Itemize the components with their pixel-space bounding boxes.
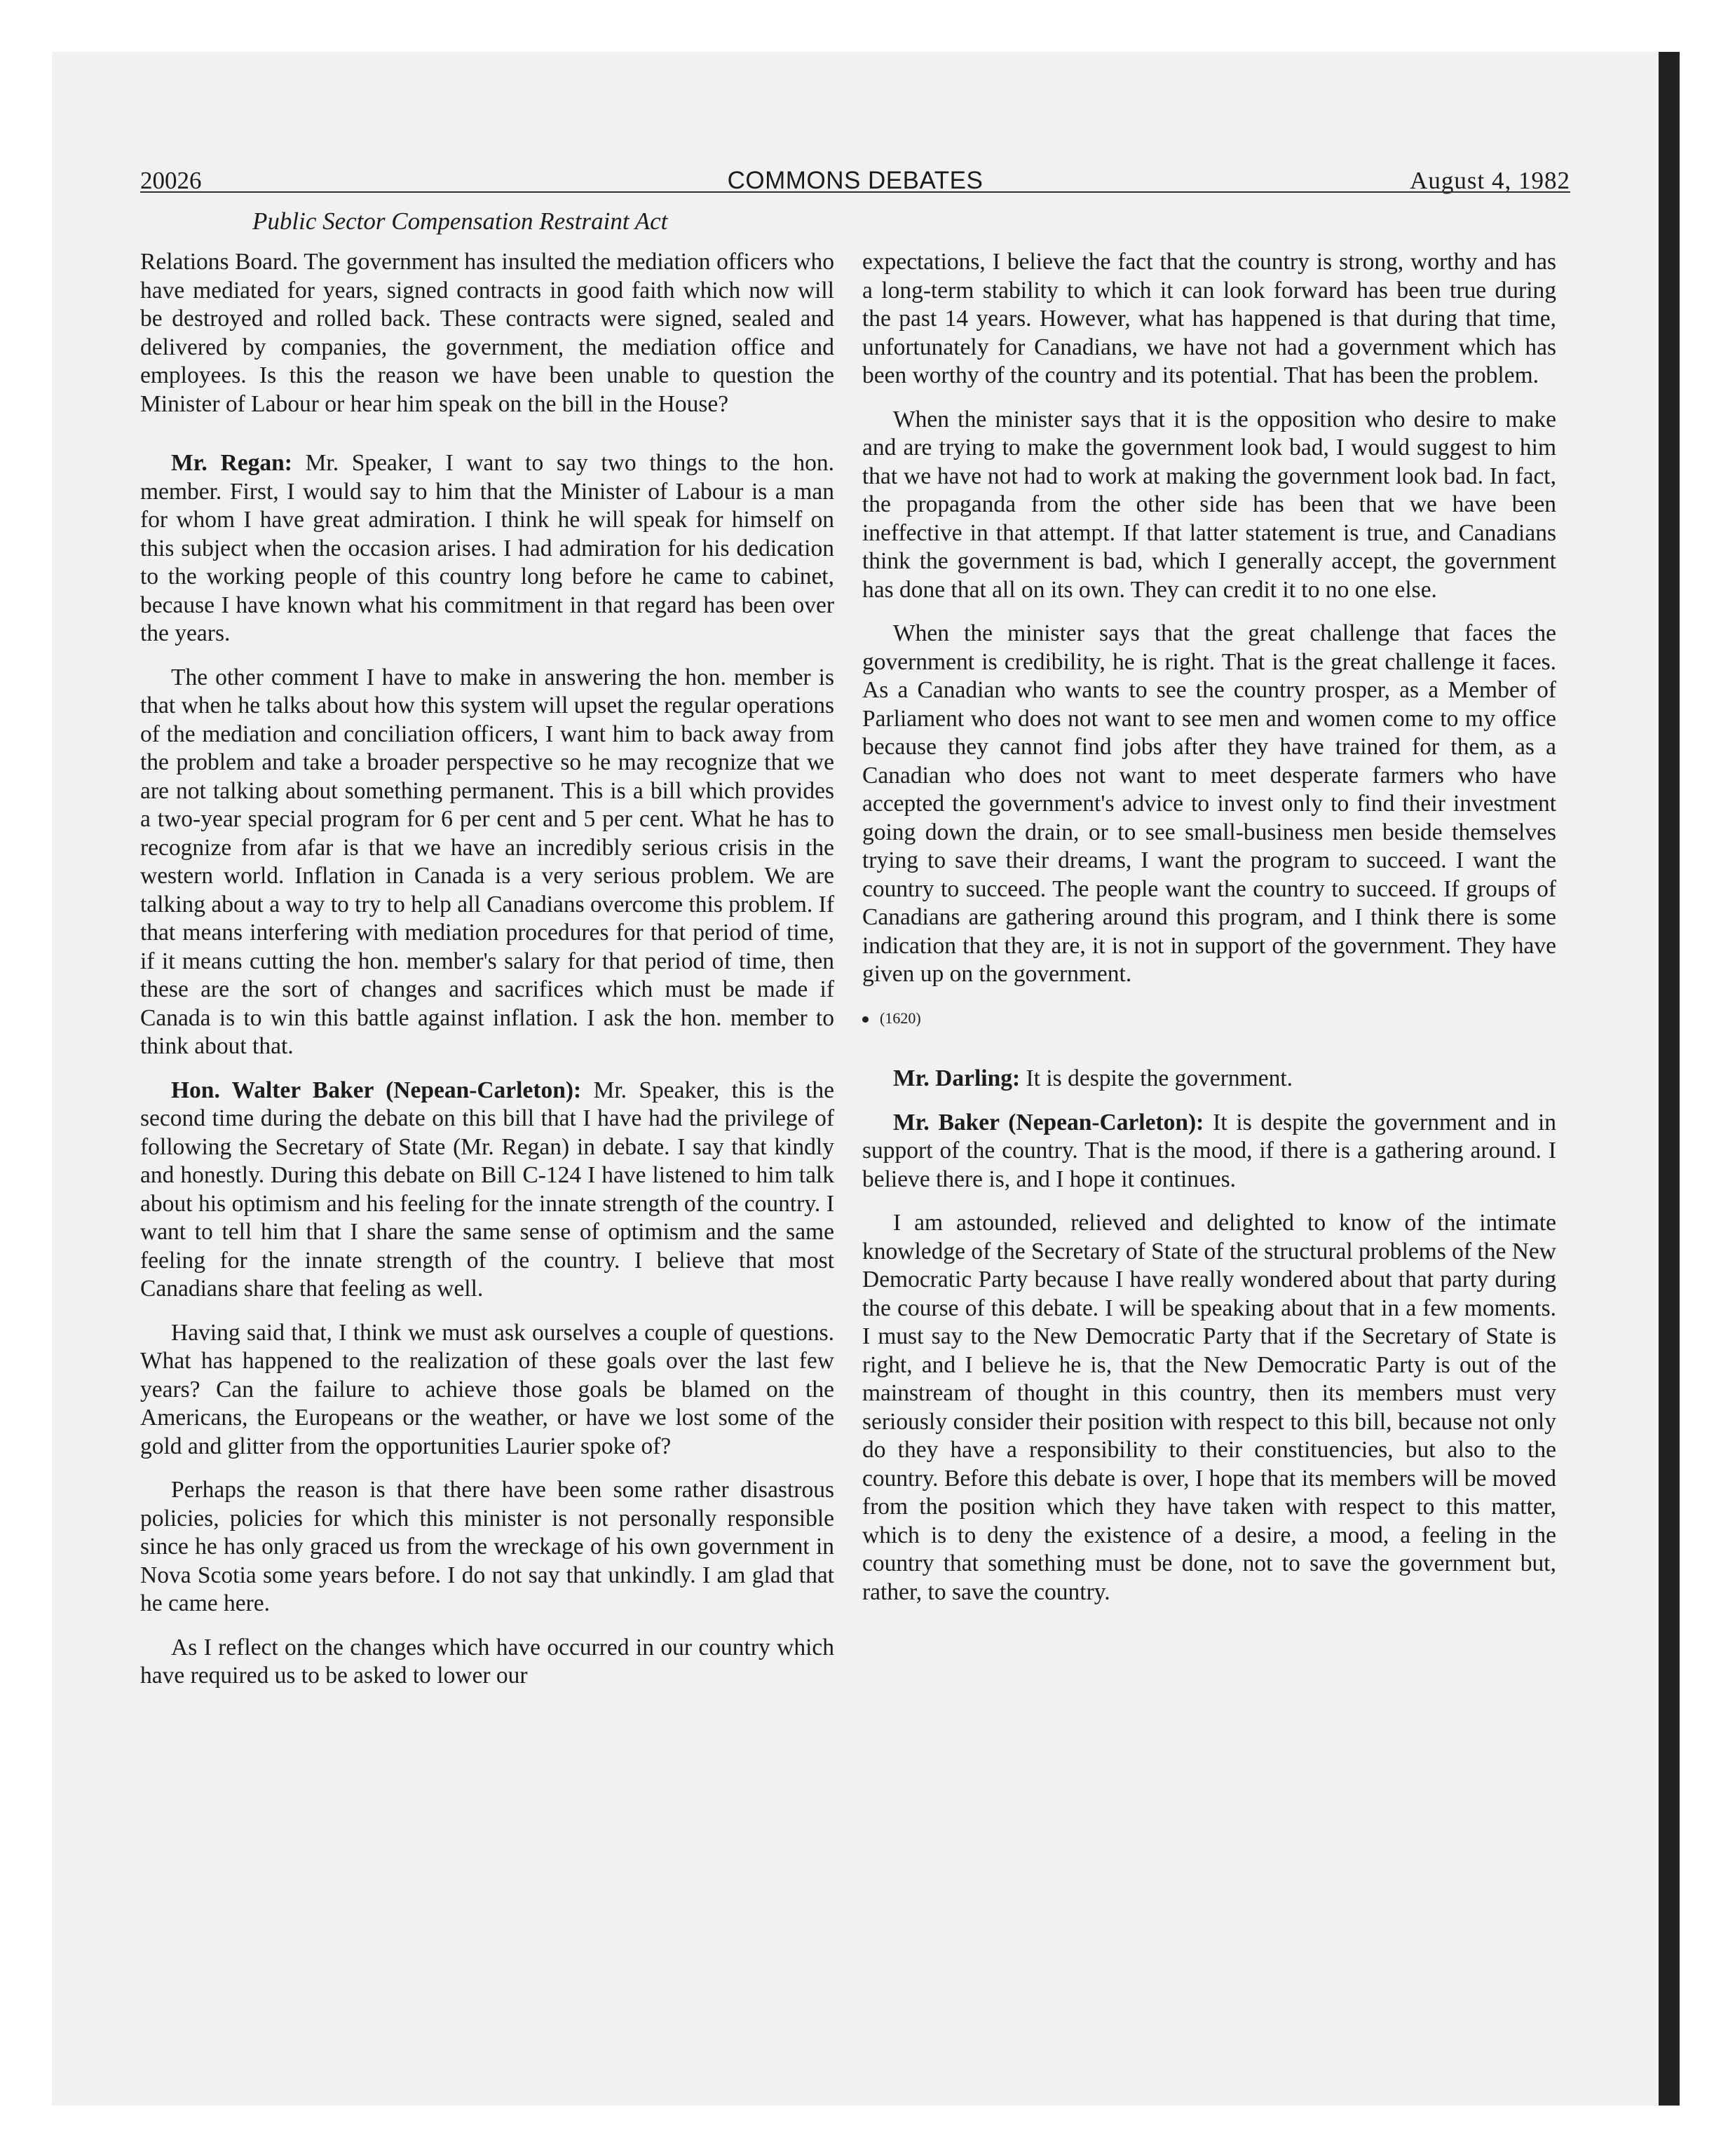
scan-edge-bar (1659, 52, 1680, 2106)
paragraph (862, 248, 1556, 390)
right-column (862, 248, 1556, 1622)
paragraph-text: expectations, I believe the fact that the country is strong, worthy and has a long-term stability to which it can look forward has been true during the past 14 years. However, what has happened is that during that time, unfortunately for Canadians, we have not had a government which has been worthy of the country and its potential. That has been the problem. (862, 249, 1556, 388)
paragraph (140, 1634, 834, 1691)
paragraph (862, 1065, 1556, 1093)
paragraph-text: Relations Board. The government has insulted the mediation officers who have mediated for years, signed contracts in good faith which now will be destroyed and rolled back. These contracts were signed, sealed and delivered by companies, the government, the mediation office and employees. Is this the reason we have been unable to question the Minister of Labour or hear him speak on the bill in the House? (140, 249, 834, 417)
paragraph-text: When the minister says that the great challenge that faces the government is credibility, he is right. That is the great challenge it faces. As a Canadian who wants to see the country prosper, as a Member of Parliament who does not want to see men and women come to my office because they cannot find jobs after they have trained for them, as a Canadian who does not want to meet desperate farmers who have accepted the government's advice to invest only to find their investment going down the drain, or to see small-business men beside themselves trying to save their dreams, I want the program to succeed. I want the country to succeed. The people want the country to succeed. If groups of Canadians are gathering around this program, and I think there is some indication that they are, it is not in support of the government. They have given up on the government. (862, 620, 1556, 987)
header-rule (140, 191, 1570, 193)
paragraph-text: The other comment I have to make in answering the hon. member is that when he talks about how this system will upset the regular operations of the mediation and conciliation officers, I want him to back away from the problem and take a broader perspective so he may recognize that we are not talking about something permanent. This is a bill which provides a two-year special program for 6 per cent and 5 per cent. What he has to recognize from afar is that we have an incredibly serious crisis in the western world. Inflation in Canada is a very serious problem. We are talking about a way to try to help all Canadians overcome this problem. If that means interfering with mediation procedures for that period of time, if it means cutting the hon. member's salary for that period of time, then these are the sort of changes and sacrifices which must be made if Canada is to win this battle against inflation. I ask the hon. member to think about that. (140, 664, 834, 1059)
paragraph (140, 664, 834, 1061)
publication-title: COMMONS DEBATES (727, 167, 984, 194)
publication-date: August 4, 1982 (1410, 167, 1570, 194)
running-head: Public Sector Compensation Restraint Act (252, 207, 668, 235)
paragraph (862, 1109, 1556, 1194)
left-column (140, 248, 834, 1706)
paragraph (140, 449, 834, 648)
page-header (140, 160, 1570, 199)
bullet-icon (862, 1016, 869, 1023)
paragraph (140, 1476, 834, 1618)
paragraph-text: It is despite the government. (1026, 1065, 1293, 1091)
paragraph (140, 248, 834, 418)
speaker-name: Hon. Walter Baker (Nepean-Carleton): (171, 1077, 582, 1103)
paragraph-text: It is despite the government and in support of the country. That is the mood, if there is a gathering around. I believe there is, and I hope it continues. (862, 1109, 1557, 1192)
paragraph (862, 406, 1556, 605)
paragraph-text: Mr. Speaker, I want to say two things to the hon. member. First, I would say to him that the Minister of Labour is a man for whom I have great admiration. I think he will speak for himself on this subject when the occasion arises. I had admiration for his dedication to the working people of this country long before he came to cabinet, because I have known what his commitment in that regard has been over the years. (140, 450, 835, 646)
page-number: 20026 (140, 167, 202, 194)
paragraph (862, 620, 1556, 989)
speaker-name: Mr. Darling: (893, 1065, 1021, 1091)
paragraph-text: Perhaps the reason is that there have been some rather disastrous policies, policies for which this minister is not personally responsible since he has only graced us from the wreckage of his own government in Nova Scotia some years before. I do not say that unkindly. I am glad that he came here. (140, 1477, 834, 1616)
paragraph (140, 1319, 834, 1461)
time-marker-text: (1620) (880, 1009, 921, 1027)
speaker-name: Mr. Regan: (171, 450, 292, 476)
paragraph-text: Mr. Speaker, this is the second time during the debate on this bill that I have had the privilege of following the Secretary of State (Mr. Regan) in debate. I say that kindly and honestly. During this debate on Bill C-124 I have listened to him talk about his optimism and his feeling for the innate strength of the country. I want to tell him that I share the same sense of optimism and the same feeling for the innate strength of the country. I believe that most Canadians share that feeling as well. (140, 1077, 835, 1302)
time-marker (862, 1004, 1556, 1033)
paragraph-text: As I reflect on the changes which have occurred in our country which have required us to be asked to lower our (140, 1634, 834, 1688)
paragraph (140, 1077, 834, 1304)
paragraph (862, 1209, 1556, 1606)
paragraph-text: Having said that, I think we must ask ourselves a couple of questions. What has happened to the realization of these goals over the last few years? Can the failure to achieve those goals be blamed on the Americans, the Europeans or the weather, or have we lost some of the gold and glitter from the opportunities Laurier spoke of? (140, 1319, 834, 1459)
paragraph-text: When the minister says that it is the opposition who desire to make and are trying to make the government look bad, I would suggest to him that we have not had to work at making the government look bad. In fact, the propaganda from the other side has been that we have been ineffective in that attempt. If that latter statement is true, and Canadians think the government is bad, which I generally accept, the government has done that all on its own. They can credit it to no one else. (862, 406, 1556, 603)
speaker-name: Mr. Baker (Nepean-Carleton): (893, 1109, 1204, 1135)
paragraph-text: I am astounded, relieved and delighted to know of the intimate knowledge of the Secretary of State of the structural problems of the New Democratic Party because I have really wondered about that party during the course of this debate. I will be speaking about that in a few moments. I must say to the New Democratic Party that if the Secretary of State is right, and I believe he is, that the New Democratic Party is out of the mainstream of thought in this country, then its members must very seriously consider their position with respect to this bill, because not only do they have a responsibility to their constituencies, but also to the country. Before this debate is over, I hope that its members will be moved from the position which they have taken with respect to this matter, which is to deny the existence of a desire, a mood, a feeling in the country that something must be done, not to save the government but, rather, to save the country. (862, 1210, 1556, 1605)
